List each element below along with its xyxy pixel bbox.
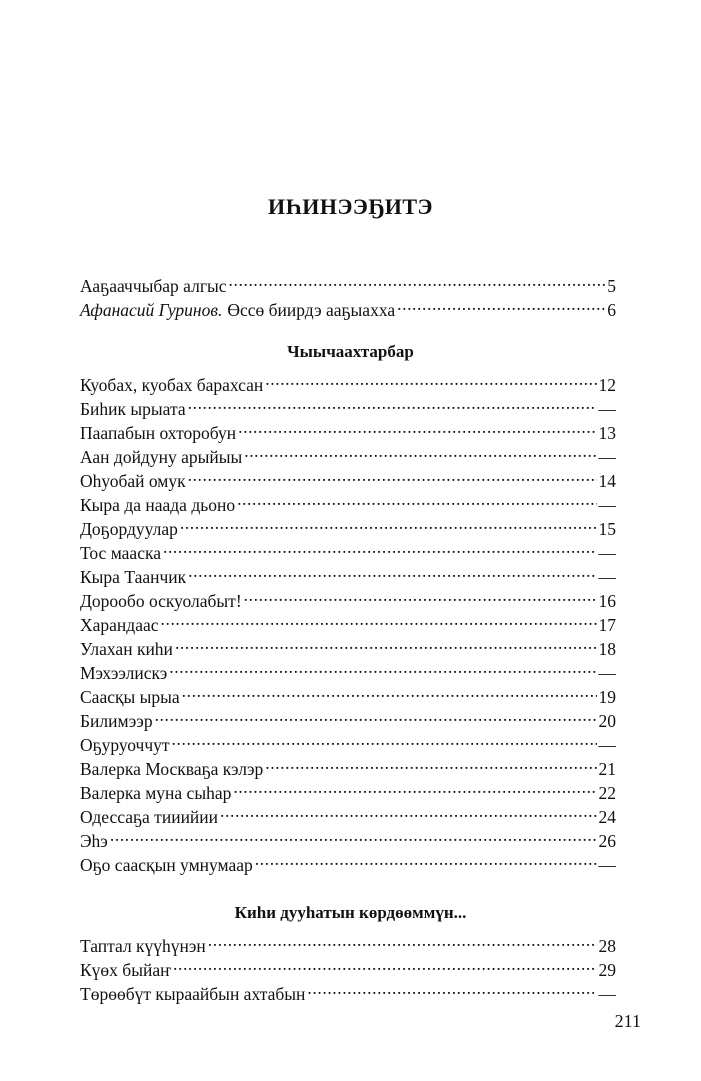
dot-leader xyxy=(180,511,597,535)
entry-label: Валерка Москваҕа кэлэр xyxy=(80,759,264,779)
dot-leader xyxy=(163,535,597,559)
entry-label: Валерка муна сыһар xyxy=(80,783,232,803)
entry-label: Оһуобай омук xyxy=(80,471,186,491)
entry-page: 6 xyxy=(607,300,616,320)
entry-page: — xyxy=(598,855,616,875)
dot-leader xyxy=(229,268,606,292)
entry-label: Куобах, куобах барахсан xyxy=(80,375,264,395)
entry-label-group xyxy=(80,298,395,322)
entry-page: 29 xyxy=(598,960,616,980)
dot-leader xyxy=(110,823,597,847)
dot-leader xyxy=(188,559,596,583)
entry-page: — xyxy=(598,399,616,419)
entry-label: Дорообо оскуолабыт! xyxy=(80,591,242,611)
dot-leader xyxy=(397,292,605,316)
entry-label: Доҕордуулар xyxy=(80,519,178,539)
toc-entry[interactable] xyxy=(80,631,616,659)
section-list xyxy=(80,367,616,875)
entry-page: 28 xyxy=(598,936,616,956)
entry-page: 24 xyxy=(598,807,616,827)
entry-page: 16 xyxy=(598,591,616,611)
entry-label: Күөх быйаҥ xyxy=(80,960,171,980)
entry-label: Билимээр xyxy=(80,711,153,731)
page-number: 211 xyxy=(614,1011,641,1031)
toc-entry[interactable] xyxy=(80,928,616,956)
entry-page: 12 xyxy=(598,375,616,395)
dot-leader xyxy=(188,391,597,415)
entry-page: 20 xyxy=(598,711,616,731)
entry-page: — xyxy=(598,567,616,587)
entry-label: Оҕо саасқын умнумаар xyxy=(80,855,253,875)
entry-page: — xyxy=(598,495,616,515)
entry-label: Аан дойдуну арыйыы xyxy=(80,447,243,467)
entry-page: 18 xyxy=(598,639,616,659)
dot-leader xyxy=(175,631,597,655)
dot-leader xyxy=(169,655,596,679)
entry-page: — xyxy=(598,447,616,467)
entry-page: 17 xyxy=(598,615,616,635)
entry-page: — xyxy=(598,984,616,1004)
entry-page: 15 xyxy=(598,519,616,539)
entry-label: Өссө биирдэ ааҕыахха xyxy=(227,300,396,320)
dot-leader xyxy=(173,952,597,976)
section-heading: Чыычаахтарбар xyxy=(287,342,414,361)
intro-list xyxy=(80,268,616,320)
entry-label: Саасқы ырыа xyxy=(80,687,180,707)
dot-leader xyxy=(172,727,597,751)
dot-leader xyxy=(188,463,597,487)
toc-entry[interactable] xyxy=(80,823,616,851)
dot-leader xyxy=(237,487,596,511)
contents-title: ИҺИНЭЭҔИТЭ xyxy=(268,194,433,219)
toc-entry[interactable] xyxy=(80,703,616,731)
dot-leader xyxy=(307,976,596,1000)
toc-entry[interactable] xyxy=(80,367,616,395)
entry-page: — xyxy=(598,735,616,755)
entry-label: Таптал күүһүнэн xyxy=(80,936,206,956)
entry-label: Паапабын охторобун xyxy=(80,423,237,443)
dot-leader xyxy=(233,775,596,799)
entry-page: 26 xyxy=(598,831,616,851)
dot-leader xyxy=(238,415,596,439)
entry-page: 19 xyxy=(598,687,616,707)
dot-leader xyxy=(155,703,597,727)
entry-label: Кыра Таанчик xyxy=(80,567,187,587)
entry-page: 22 xyxy=(598,783,616,803)
dot-leader xyxy=(255,847,597,871)
entry-page: 13 xyxy=(598,423,616,443)
entry-label: Харандаас xyxy=(80,615,159,635)
dot-leader xyxy=(220,799,596,823)
dot-leader xyxy=(244,583,597,607)
entry-label: Одессаҕа тииийии xyxy=(80,807,219,827)
section-list xyxy=(80,928,616,1004)
toc-entry[interactable] xyxy=(80,847,616,875)
entry-page: — xyxy=(598,663,616,683)
entry-page: 14 xyxy=(598,471,616,491)
entry-label: Улахан киһи xyxy=(80,639,173,659)
dot-leader xyxy=(244,439,596,463)
section-heading: Киһи дууһатын көрдөөммүн... xyxy=(234,903,467,922)
entry-author: Афанасий Гуринов. xyxy=(80,300,223,320)
entry-label: Кыра да наада дьоно xyxy=(80,495,236,515)
toc-entry[interactable] xyxy=(80,727,616,755)
entry-page: — xyxy=(598,543,616,563)
toc-entry[interactable] xyxy=(80,268,616,296)
toc-entry[interactable] xyxy=(80,607,616,635)
entry-label: Тос мааска xyxy=(80,543,161,563)
entry-label: Оҕуруоччут xyxy=(80,735,170,755)
entry-page: 21 xyxy=(598,759,616,779)
entry-label: Эһэ xyxy=(80,831,108,851)
entry-label: Төрөөбүт кыраайбын ахтабын xyxy=(80,984,306,1004)
entry-label: Мэхээлискэ xyxy=(80,663,168,683)
dot-leader xyxy=(161,607,597,631)
entry-label: Биһик ырыата xyxy=(80,399,186,419)
entry-label: Ааҕааччыбар алгыс xyxy=(80,276,227,296)
dot-leader xyxy=(265,367,596,391)
entry-page: 5 xyxy=(607,276,616,296)
dot-leader xyxy=(265,751,596,775)
dot-leader xyxy=(208,928,597,952)
dot-leader xyxy=(182,679,597,703)
